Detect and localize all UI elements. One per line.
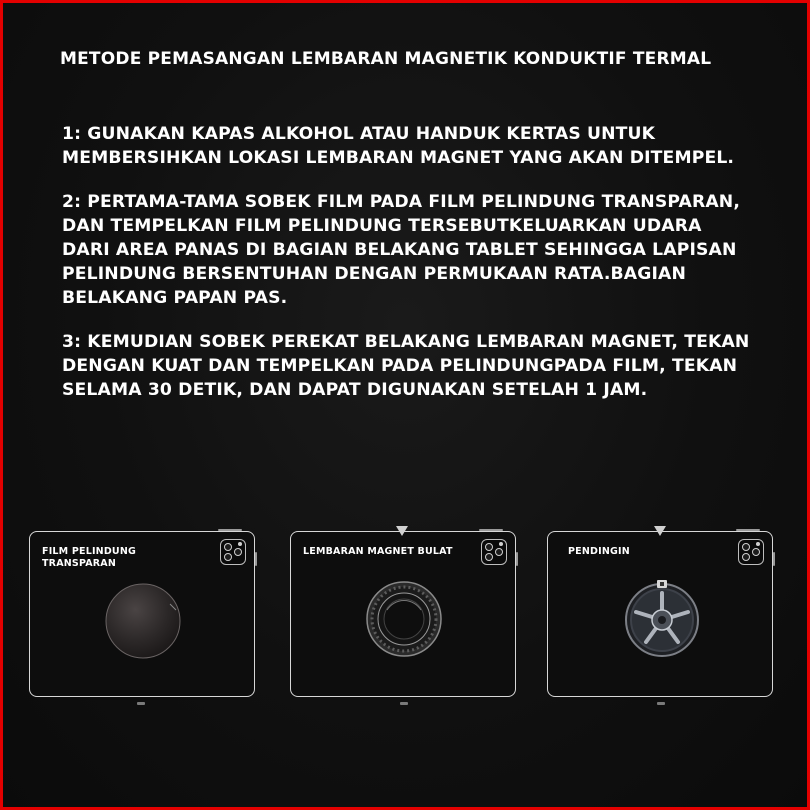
panel-label — [303, 546, 453, 558]
step-text-line: DARI AREA PANAS DI BAGIAN BELAKANG TABLET SEHINGGA LAPISAN — [62, 240, 737, 260]
tablet-side-button — [516, 552, 518, 566]
tablet-top-button — [736, 529, 760, 531]
panel-label-line: FILM PELINDUNG — [42, 546, 136, 557]
step-3 — [62, 330, 782, 402]
camera-flash-icon — [756, 542, 760, 546]
tablet-port — [400, 702, 408, 705]
tablet-top-button — [218, 529, 242, 531]
panel-label — [568, 546, 630, 558]
tablet-panel-magnet — [290, 531, 516, 697]
camera-module-icon — [481, 539, 507, 565]
step-2 — [62, 190, 782, 310]
camera-lens-icon — [495, 548, 503, 556]
camera-flash-icon — [238, 542, 242, 546]
step-text-line: PELINDUNG BERSENTUHAN DENGAN PERMUKAAN RATA.BAGIAN — [62, 264, 687, 284]
tablet-top-button — [479, 529, 503, 531]
panel-label-line: TRANSPARAN — [42, 558, 117, 569]
camera-module-icon — [220, 539, 246, 565]
camera-lens-icon — [485, 553, 493, 561]
tablet-side-button — [773, 552, 775, 566]
panel-label — [42, 546, 136, 570]
tablet-panel-cooler — [547, 531, 773, 697]
step-text-line: DAN TEMPELKAN FILM PELINDUNG TERSEBUTKELUARKAN UDARA — [62, 216, 702, 236]
magnetic-ring-icon — [365, 580, 443, 658]
camera-flash-icon — [499, 542, 503, 546]
pointer-arrow-icon — [654, 526, 666, 536]
tablet-port — [137, 702, 145, 705]
camera-module-icon — [738, 539, 764, 565]
camera-lens-icon — [234, 548, 242, 556]
camera-lens-icon — [224, 543, 232, 551]
instruction-steps — [62, 122, 782, 422]
page-title: METODE PEMASANGAN LEMBARAN MAGNETIK KONDUKTIF TERMAL — [60, 49, 712, 69]
camera-lens-icon — [742, 543, 750, 551]
panel-label-line: PENDINGIN — [568, 546, 630, 557]
tablet-panel-film — [29, 531, 255, 697]
step-text-line: SELAMA 30 DETIK, DAN DAPAT DIGUNAKAN SETELAH 1 JAM. — [62, 380, 648, 400]
step-text-line: DENGAN KUAT DAN TEMPELKAN PADA PELINDUNGPADA FILM, TEKAN — [62, 356, 738, 376]
tablet-port — [657, 702, 665, 705]
cooling-fan-icon — [622, 578, 702, 658]
camera-lens-icon — [485, 543, 493, 551]
tablet-side-button — [255, 552, 257, 566]
step-text-line: MEMBERSIHKAN LOKASI LEMBARAN MAGNET YANG AKAN DITEMPEL. — [62, 148, 735, 168]
camera-lens-icon — [752, 548, 760, 556]
clear-film-disc-icon — [104, 582, 182, 660]
step-text-line: 3: KEMUDIAN SOBEK PEREKAT BELAKANG LEMBARAN MAGNET, TEKAN — [62, 332, 750, 352]
camera-lens-icon — [224, 553, 232, 561]
camera-lens-icon — [742, 553, 750, 561]
panel-label-line: LEMBARAN MAGNET BULAT — [303, 546, 453, 557]
step-1 — [62, 122, 782, 170]
step-text-line: 2: PERTAMA-TAMA SOBEK FILM PADA FILM PELINDUNG TRANSPARAN, — [62, 192, 741, 212]
step-text-line: BELAKANG PAPAN PAS. — [62, 288, 288, 308]
step-text-line: 1: GUNAKAN KAPAS ALKOHOL ATAU HANDUK KERTAS UNTUK — [62, 124, 656, 144]
pointer-arrow-icon — [396, 526, 408, 536]
